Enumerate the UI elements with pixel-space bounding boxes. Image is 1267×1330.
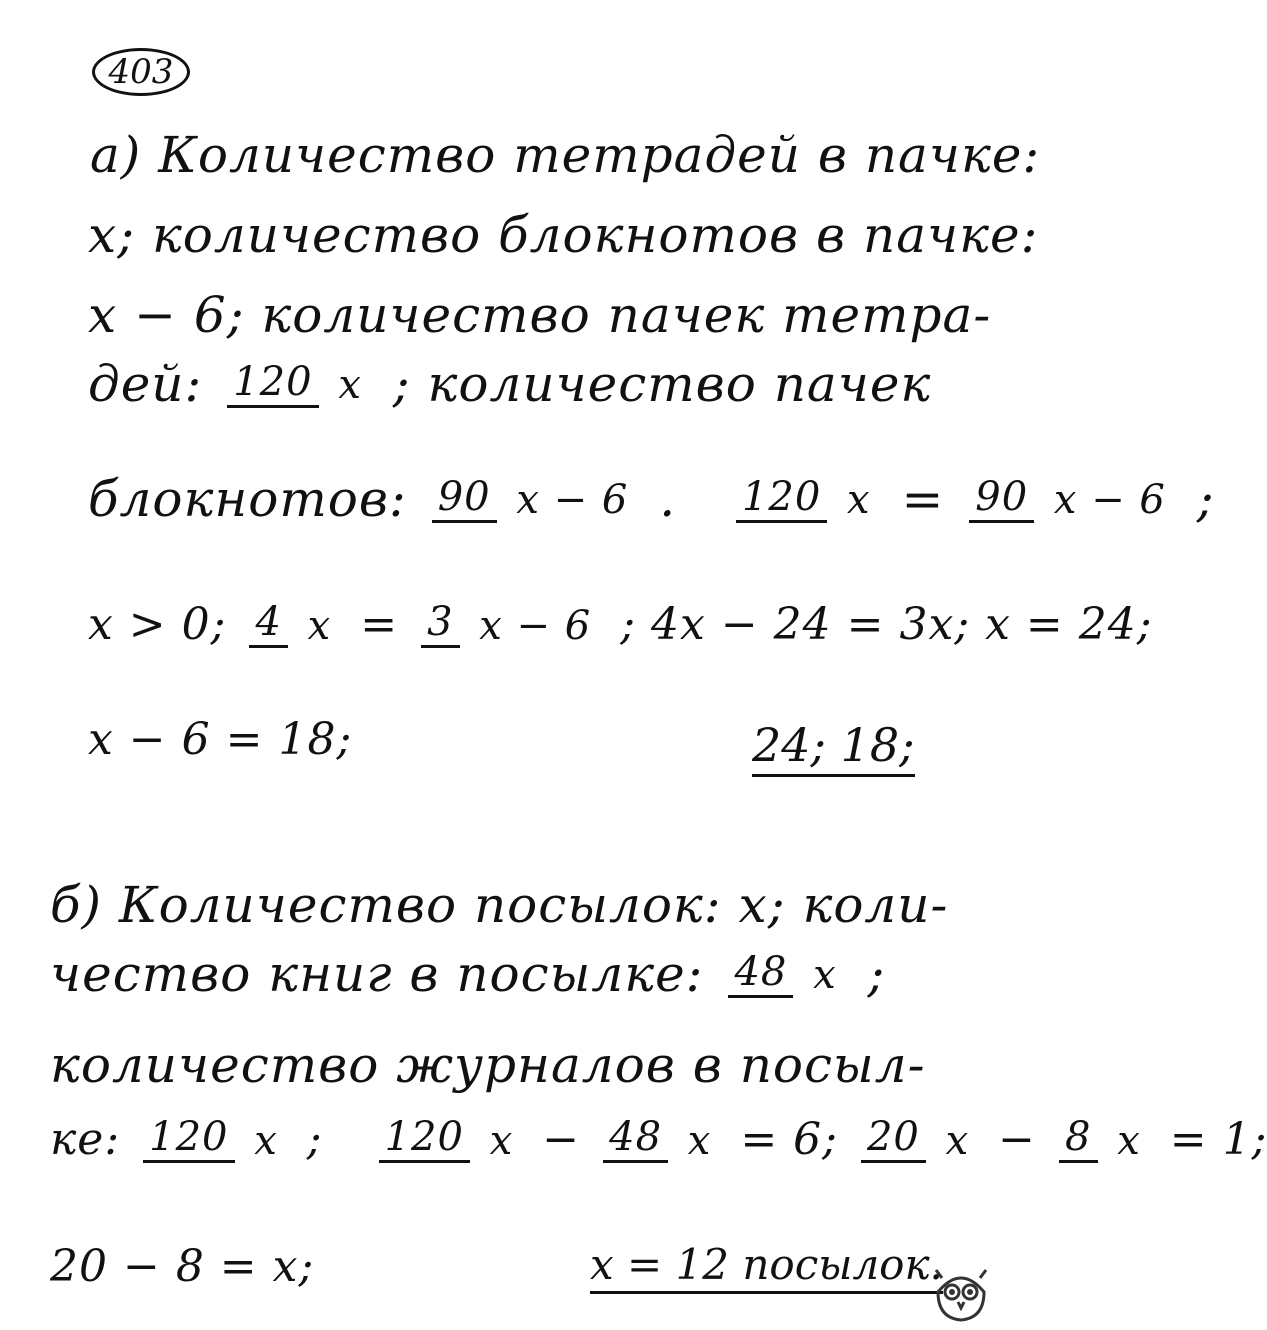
line5-prefix: блокнотов: [88,470,407,528]
fraction-numerator: 3 [421,601,459,648]
line4-prefix: дей: [88,355,203,413]
fraction-denominator: x − 6 [516,477,629,524]
line4-end: = 1; [1169,1113,1267,1165]
part-b-line-5: 20 − 8 = x; [50,1241,315,1292]
line5-end: ; [1196,470,1215,528]
fraction-8-x [1059,1116,1147,1164]
fraction-numerator: 48 [728,951,793,998]
line4-suffix: ; количество пачек [392,355,932,413]
part-b-line-4 [50,1115,1267,1163]
fraction-denominator: x [847,477,871,524]
fraction-numerator: 4 [249,601,287,648]
problem-number: 403 [92,48,190,96]
fraction-numerator: 48 [603,1116,668,1163]
part-b-line-2 [50,945,886,1003]
fraction-numerator: 120 [379,1116,470,1163]
fraction-90-x-6 [969,475,1172,523]
fraction-numerator: 20 [861,1116,926,1163]
minus-sign: − [542,1113,581,1165]
fraction-48-x [728,950,842,998]
fraction-120-x [736,475,877,523]
fraction-numerator: 90 [432,476,497,523]
equals-sign: = [360,598,399,650]
line6-rest: ; 4x − 24 = 3x; x = 24; [620,598,1153,650]
part-b-line-3: количество журналов в посыл- [50,1036,926,1094]
fraction-120-x [227,360,368,408]
fraction-120-x [379,1116,520,1164]
fraction-numerator: 90 [969,476,1034,523]
equals-sign: = [901,470,945,528]
line4-prefix: ке: [50,1113,121,1165]
part-a-line-4 [88,355,932,413]
fraction-120-x [143,1116,284,1164]
fraction-denominator: x [687,1117,712,1164]
line2-prefix: чество книг в посылке: [50,945,704,1003]
fraction-denominator: x [307,602,332,649]
fraction-numerator: 120 [736,476,827,523]
line5-separator: . [659,470,677,528]
part-a-line-6 [88,600,1153,648]
fraction-denominator: x [1117,1117,1141,1164]
part-b-line-1: б) Количество посылок: x; коли- [50,876,949,934]
fraction-20-x [861,1116,975,1164]
condition: x > 0; [88,598,227,650]
fraction-90-x-6 [432,475,635,523]
fraction-denominator: x [945,1117,970,1164]
part-b-answer: x = 12 посылок. [590,1240,943,1294]
fraction-numerator: 120 [143,1116,234,1163]
line4-separator: ; [306,1113,323,1165]
line4-mid: = 6; [740,1113,838,1165]
fraction-3-x-6 [421,601,597,649]
fraction-denominator: x [254,1117,278,1164]
part-a-answer: 24; 18; [752,718,915,777]
part-a-line-3: x − 6; количество пачек тетра- [88,286,992,344]
fraction-numerator: 120 [227,361,318,408]
fraction-numerator: 8 [1059,1116,1097,1163]
part-a-line-2: x; количество блокнотов в пачке: [88,206,1039,264]
part-a-line-1: а) Количество тетрадей в пачке: [90,126,1041,184]
minus-sign: − [998,1113,1037,1165]
fraction-denominator: x − 6 [1053,477,1166,524]
fraction-denominator: x [813,952,837,999]
part-a-line-7: x − 6 = 18; [88,714,353,765]
fraction-48-x [603,1116,717,1164]
fraction-denominator: x [338,362,362,409]
part-a-line-5 [88,470,1215,528]
fraction-denominator: x [489,1117,514,1164]
line2-end: ; [867,945,886,1003]
fraction-denominator: x − 6 [479,602,592,649]
fraction-4-x [249,601,337,649]
owl-logo-icon [930,1262,992,1324]
